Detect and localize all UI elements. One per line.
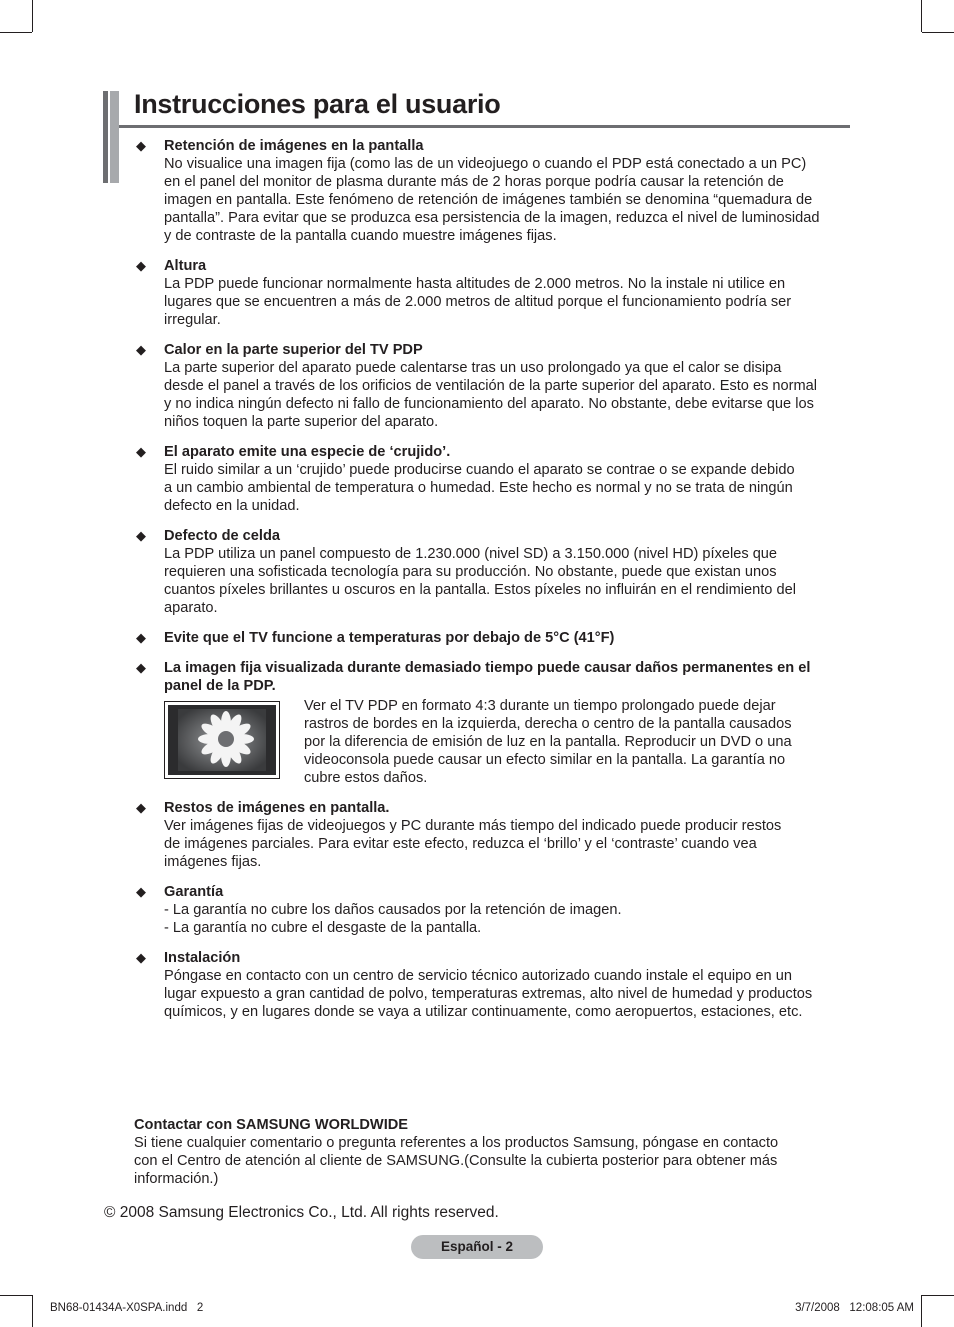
page-title: Instrucciones para el usuario (134, 89, 501, 119)
crop-mark (32, 0, 33, 32)
diamond-bullet-icon: ◆ (136, 444, 146, 459)
diamond-bullet-icon: ◆ (136, 138, 146, 153)
section-altitude (136, 257, 856, 329)
diamond-bullet-icon: ◆ (136, 884, 146, 899)
section-title: Defecto de celda (164, 528, 280, 544)
body-line: irregular. (164, 312, 221, 328)
body-line: información.) (134, 1171, 219, 1187)
diamond-bullet-icon: ◆ (136, 528, 146, 543)
section-title (164, 659, 856, 695)
section-title: Retención de imágenes en la pantalla (164, 138, 424, 154)
media-description (304, 697, 814, 787)
diamond-bullet-icon: ◆ (136, 950, 146, 965)
crop-mark (0, 32, 32, 33)
tv-flower-thumbnail (164, 701, 280, 779)
title-accent-bar (103, 91, 119, 183)
body-line: Póngase en contacto con un centro de servicio técnico autorizado cuando instale el equipo en un (164, 968, 792, 984)
section-image-remnants (136, 799, 856, 871)
body-line: con el Centro de atención al cliente de SAMSUNG.(Consulte la cubierta posterior para obtener más (134, 1153, 778, 1169)
body-line: Ver el TV PDP en formato 4:3 durante un tiempo prolongado puede dejar (304, 698, 776, 714)
section-cell-defect (136, 527, 856, 617)
section-body (164, 275, 856, 329)
body-line: videoconsola puede causar un efecto similar en la pantalla. La garantía no (304, 752, 786, 768)
section-body (164, 359, 856, 431)
section-body (164, 461, 856, 515)
section-image-retention (136, 137, 856, 245)
diamond-bullet-icon: ◆ (136, 258, 146, 273)
diamond-bullet-icon: ◆ (136, 800, 146, 815)
body-line: imágenes fijas. (164, 854, 262, 870)
body-line: La PDP utiliza un panel compuesto de 1.230.000 (nivel SD) a 3.150.000 (nivel HD) píxeles que (164, 546, 778, 562)
section-title: Restos de imágenes en pantalla. (164, 800, 390, 816)
section-body (164, 901, 856, 937)
crop-mark (921, 0, 922, 32)
body-line: desde el panel a través de los orificios de ventilación de la parte superior del aparato. Esto es normal (164, 378, 818, 394)
copyright-notice: © 2008 Samsung Electronics Co., Ltd. All rights reserved. (104, 1204, 499, 1221)
instructions-list (136, 137, 856, 1021)
footer-timestamp: 3/7/2008 12:08:05 AM (795, 1302, 914, 1314)
section-cracking-noise (136, 443, 856, 515)
title-line: panel de la PDP. (164, 678, 276, 694)
body-line: Si tiene cualquier comentario o pregunta referentes a los productos Samsung, póngase en contacto (134, 1135, 779, 1151)
body-line: Ver imágenes fijas de videojuegos y PC durante más tiempo del indicado puede producir restos (164, 818, 782, 834)
section-title: Calor en la parte superior del TV PDP (164, 342, 423, 358)
body-line: de imágenes parciales. Para evitar este efecto, reduzca el ‘brillo’ y el ‘contraste’ cuando vea (164, 836, 757, 852)
body-line: niños toquen la parte superior del aparato. (164, 414, 439, 430)
body-line: a un cambio ambiental de temperatura o humedad. Este hecho es normal y no se trata de ningún (164, 480, 793, 496)
section-body (164, 967, 856, 1021)
section-body (164, 545, 856, 617)
page-number-badge: Español - 2 (411, 1235, 543, 1259)
body-line: defecto en la unidad. (164, 498, 300, 514)
diamond-bullet-icon: ◆ (136, 630, 146, 645)
body-line: cubre estos daños. (304, 770, 428, 786)
body-line: No visualice una imagen fija (como las de un videojuego o cuando el PDP está conectado a un PC) (164, 156, 807, 172)
body-line: químicos, y en lugares donde se vaya a utilizar continuamente, como aeropuertos, estaciones, etc. (164, 1004, 803, 1020)
crop-mark (32, 1295, 33, 1327)
body-line: aparato. (164, 600, 218, 616)
crop-mark (922, 1295, 954, 1296)
section-static-image-damage (136, 659, 856, 787)
section-warranty (136, 883, 856, 937)
body-line: requieren una sofisticada tecnología para su producción. No obstante, puede que existan unos (164, 564, 777, 580)
crop-mark (0, 1295, 32, 1296)
body-line: en el panel del monitor de plasma durante más de 2 horas porque podría causar la retención de (164, 174, 784, 190)
body-line: La PDP puede funcionar normalmente hasta altitudes de 2.000 metros. No la instale ni utilice en (164, 276, 786, 292)
body-line: cuantos píxeles brillantes u oscuros en la pantalla. Estos píxeles no influirán en el rendimiento del (164, 582, 796, 598)
body-line: y no indica ningún defecto ni fallo de funcionamiento del aparato. No obstante, debe evitarse que los (164, 396, 814, 412)
body-line: - La garantía no cubre el desgaste de la pantalla. (164, 920, 482, 936)
body-line: rastros de bordes en la izquierda, derecha o centro de la pantalla causados (304, 716, 792, 732)
body-line: y de contraste de la pantalla cuando muestre imágenes fijas. (164, 228, 557, 244)
crop-mark (921, 1295, 922, 1327)
title-line: La imagen fija visualizada durante demasiado tiempo puede causar daños permanentes en el (164, 660, 811, 676)
media-row (164, 697, 856, 787)
section-title: Garantía (164, 884, 224, 900)
body-line: por la diferencia de emisión de luz en la pantalla. Reproducir un DVD o una (304, 734, 792, 750)
section-title: El aparato emite una especie de ‘crujido’. (164, 444, 451, 460)
section-title: Instalación (164, 950, 241, 966)
body-line: pantalla”. Para evitar que se produzca esa persistencia de la imagen, reduzca el nivel de luminosidad (164, 210, 820, 226)
section-heat (136, 341, 856, 431)
diamond-bullet-icon: ◆ (136, 342, 146, 357)
body-line: imagen en pantalla. Este fenómeno de retención de imágenes también se denomina “quemadura de (164, 192, 813, 208)
body-line: lugares que se encuentren a más de 2.000 metros de altitud porque el funcionamiento podría ser (164, 294, 792, 310)
section-body (164, 817, 856, 871)
section-title: Evite que el TV funcione a temperaturas por debajo de 5°C (41°F) (164, 630, 615, 646)
body-line: - La garantía no cubre los daños causados por la retención de imagen. (164, 902, 622, 918)
contact-block (134, 1116, 824, 1188)
section-title: Altura (164, 258, 207, 274)
crop-mark (922, 32, 954, 33)
section-body (164, 155, 856, 245)
flower-image-icon (168, 705, 276, 775)
contact-title: Contactar con SAMSUNG WORLDWIDE (134, 1117, 409, 1133)
footer-file-name: BN68-01434A-X0SPA.indd 2 (50, 1302, 204, 1314)
body-line: lugar expuesto a gran cantidad de polvo, temperaturas extremas, alto nivel de humedad y productos (164, 986, 813, 1002)
body-line: La parte superior del aparato puede calentarse tras un uso prolongado ya que el calor se disipa (164, 360, 782, 376)
section-installation (136, 949, 856, 1021)
body-line: El ruido similar a un ‘crujido’ puede producirse cuando el aparato se contrae o se expande debido (164, 462, 795, 478)
section-low-temperature (136, 629, 856, 647)
diamond-bullet-icon: ◆ (136, 660, 146, 675)
title-underline (119, 125, 850, 128)
